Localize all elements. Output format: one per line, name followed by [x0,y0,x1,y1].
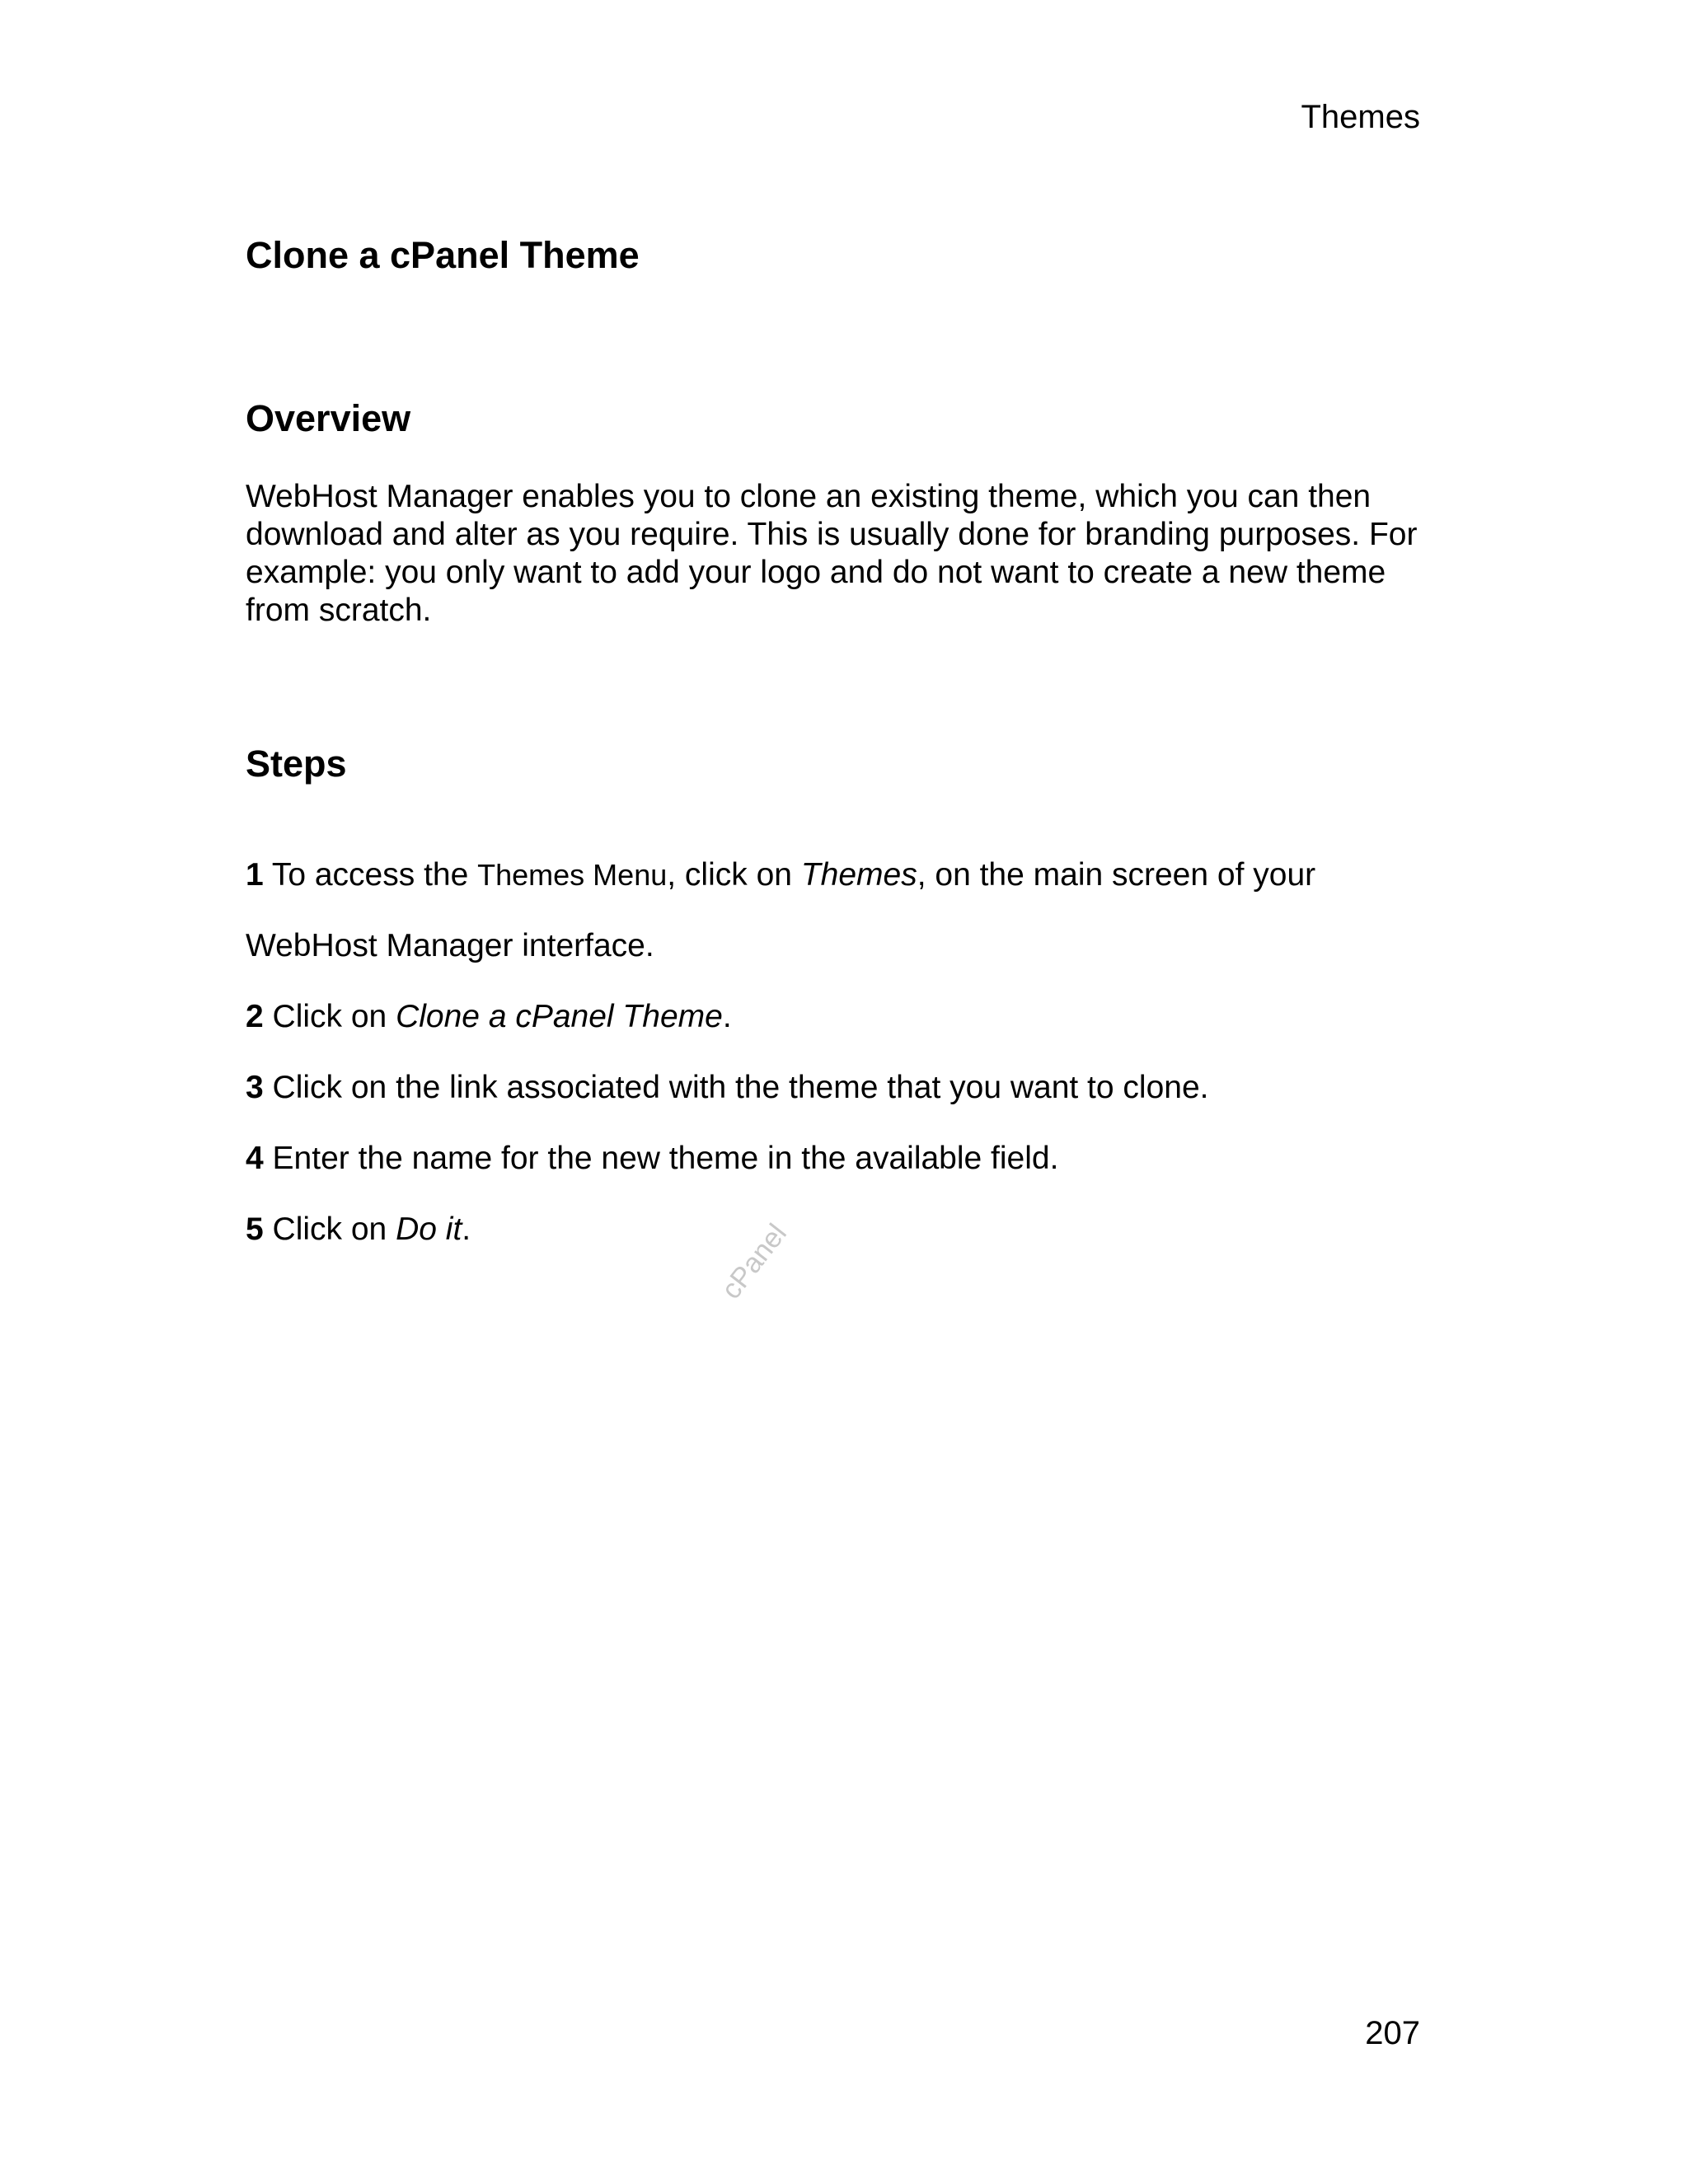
step-text: Enter the name for the new theme in the available field. [263,1141,1059,1176]
step-text: , on the main screen of your [917,857,1316,893]
menu-name: Themes Menu [477,858,668,892]
step-text: . [462,1212,471,1247]
step-number: 2 [246,999,264,1034]
step-5 [246,1210,1449,1249]
step-text: . [722,999,732,1034]
step-text: To access the [263,857,478,893]
steps-heading: Steps [246,743,347,785]
step-text: Click on the link associated with the theme that you want to clone. [263,1070,1209,1105]
step-emphasis: Themes [800,857,917,893]
step-2 [246,997,1449,1037]
page-number: 207 [1365,2015,1420,2051]
step-4 [246,1139,1449,1179]
step-text: Click on [263,1212,396,1247]
page-title: Clone a cPanel Theme [246,234,640,276]
running-header: Themes [1301,99,1420,135]
step-text: , click on [667,857,801,893]
overview-heading: Overview [246,397,411,439]
step-3 [246,1068,1449,1108]
step-1-continuation: WebHost Manager interface. [246,928,654,963]
step-emphasis: Clone a cPanel Theme [396,999,723,1034]
step-emphasis: Do it [396,1212,462,1247]
step-number: 4 [246,1141,264,1176]
step-text: Click on [263,999,396,1034]
step-number: 1 [246,857,264,893]
step-1 [246,855,1449,895]
overview-paragraph: WebHost Manager enables you to clone an existing theme, which you can then download and alter as you require. This is usually done for branding purposes. For example: you only want to add your logo and do not want to create a new theme from scratch. [246,479,1418,628]
step-number: 5 [246,1212,264,1247]
step-number: 3 [246,1070,264,1105]
watermark: cPanel [715,1218,793,1305]
